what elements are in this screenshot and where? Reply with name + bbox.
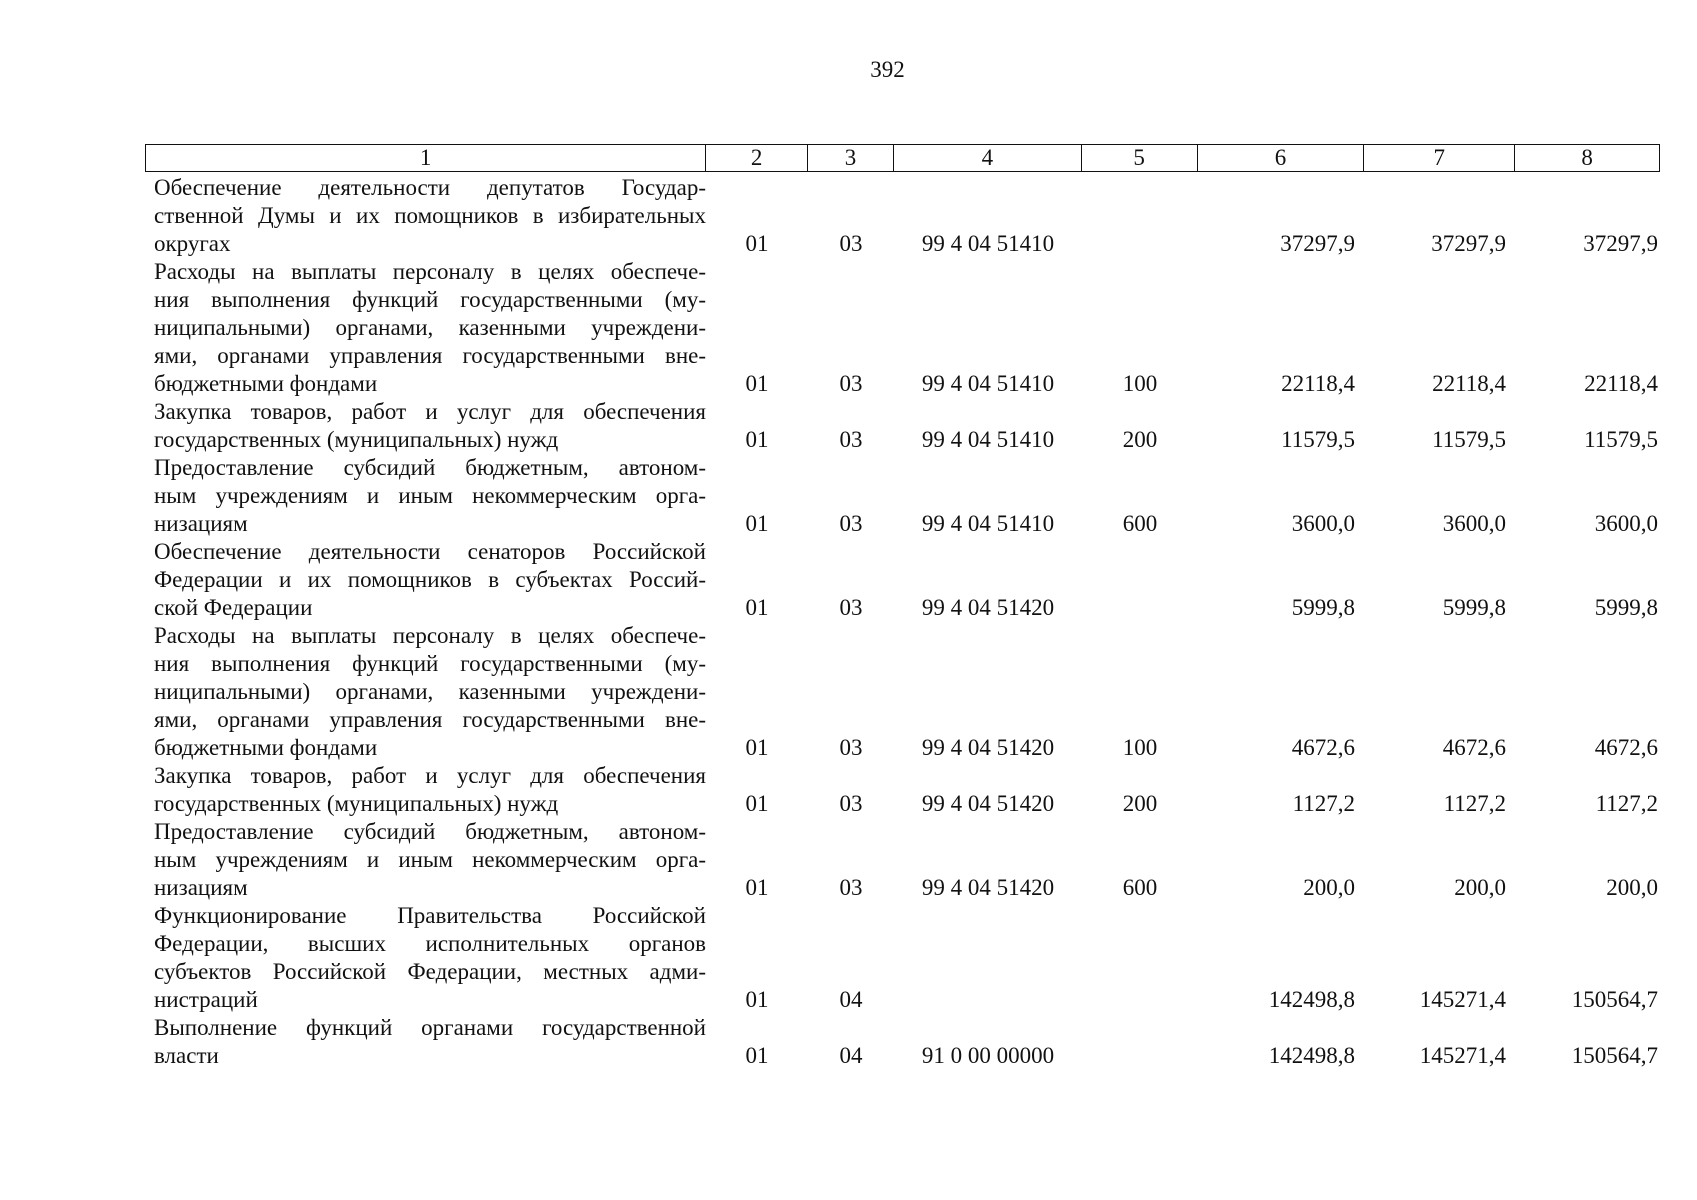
- table-row: [145, 1014, 1660, 1070]
- section-code: 01: [745, 791, 769, 816]
- row-name-line: Закупка товаров, работ и услуг для обеспечения: [154, 399, 706, 424]
- row-name: [145, 454, 706, 538]
- row-name: [145, 538, 706, 622]
- subsection-code: 03: [839, 371, 863, 396]
- expense-type-code: 100: [1122, 371, 1158, 396]
- table-row: [145, 818, 1660, 902]
- amount-year-2: 145271,4: [1419, 1043, 1506, 1068]
- table-row: [145, 174, 1660, 258]
- section-code: 01: [745, 427, 769, 452]
- section-code: 01: [745, 987, 769, 1012]
- subsection-code: 03: [839, 231, 863, 256]
- row-name-line: Обеспечение деятельности депутатов Государ-: [154, 175, 706, 200]
- amount-year-2: 11579,5: [1432, 427, 1506, 452]
- row-name-line: Федерации, высших исполнительных органов: [154, 931, 706, 956]
- amount-year-1: 11579,5: [1281, 427, 1355, 452]
- expense-type-code: 600: [1122, 875, 1158, 900]
- amount-year-3: 150564,7: [1571, 1043, 1658, 1068]
- amount-year-2: 1127,2: [1443, 791, 1506, 816]
- row-name: [145, 398, 706, 454]
- row-name-line: бюджетными фондами: [154, 735, 378, 760]
- amount-year-2: 37297,9: [1431, 231, 1506, 256]
- amount-year-3: 4672,6: [1594, 735, 1658, 760]
- row-name-line: ственной Думы и их помощников в избирательных: [154, 203, 706, 228]
- section-code: 01: [745, 511, 769, 536]
- amount-year-1: 37297,9: [1280, 231, 1355, 256]
- section-code: 01: [745, 875, 769, 900]
- amount-year-1: 5999,8: [1291, 595, 1355, 620]
- row-name: [145, 258, 706, 398]
- target-article-code: 99 4 04 51410: [921, 231, 1055, 256]
- row-name-line: власти: [154, 1043, 219, 1068]
- amount-year-2: 22118,4: [1432, 371, 1506, 396]
- target-article-code: 99 4 04 51420: [921, 595, 1055, 620]
- target-article-code: 91 0 00 00000: [921, 1043, 1055, 1068]
- row-name: [145, 762, 706, 818]
- column-header-3: 3: [808, 145, 894, 171]
- row-name-line: ниципальными) органами, казенными учреждени-: [154, 315, 706, 340]
- page-number: 392: [870, 57, 905, 82]
- amount-year-3: 5999,8: [1594, 595, 1658, 620]
- subsection-code: 03: [839, 735, 863, 760]
- row-name-line: бюджетными фондами: [154, 371, 378, 396]
- table-row: [145, 538, 1660, 622]
- row-name-line: государственных (муниципальных) нужд: [154, 791, 559, 816]
- column-header-2: 2: [706, 145, 808, 171]
- subsection-code: 03: [839, 511, 863, 536]
- amount-year-1: 200,0: [1303, 875, 1355, 900]
- row-name: [145, 1014, 706, 1070]
- row-name-line: низациям: [154, 511, 248, 536]
- row-name-line: субъектов Российской Федерации, местных адми-: [154, 959, 706, 984]
- column-header-8: 8: [1581, 145, 1593, 170]
- amount-year-3: 3600,0: [1594, 511, 1658, 536]
- amount-year-1: 22118,4: [1281, 371, 1355, 396]
- row-name-line: ями, органами управления государственными вне-: [154, 343, 706, 368]
- row-name: [145, 818, 706, 902]
- amount-year-2: 5999,8: [1442, 595, 1506, 620]
- table-row: [145, 398, 1660, 454]
- amount-year-2: 4672,6: [1442, 735, 1506, 760]
- row-name-line: Расходы на выплаты персоналу в целях обеспече-: [154, 259, 706, 284]
- row-name-line: Предоставление субсидий бюджетным, автоном-: [154, 455, 706, 480]
- subsection-code: 03: [839, 595, 863, 620]
- row-name-line: Расходы на выплаты персоналу в целях обеспече-: [154, 623, 706, 648]
- column-header-7: 7: [1364, 145, 1515, 171]
- subsection-code: 03: [839, 875, 863, 900]
- target-article-code: 99 4 04 51410: [921, 371, 1055, 396]
- amount-year-3: 37297,9: [1583, 231, 1658, 256]
- amount-year-1: 4672,6: [1291, 735, 1355, 760]
- row-name-line: низациям: [154, 875, 248, 900]
- amount-year-1: 1127,2: [1292, 791, 1355, 816]
- expense-type-code: 200: [1122, 791, 1158, 816]
- table-row: [145, 622, 1660, 762]
- target-article-code: 99 4 04 51420: [921, 875, 1055, 900]
- amount-year-3: 22118,4: [1584, 371, 1658, 396]
- row-name-line: ния выполнения функций государственными (му-: [154, 651, 706, 676]
- table-row: [145, 762, 1660, 818]
- amount-year-3: 11579,5: [1584, 427, 1658, 452]
- row-name: [145, 622, 706, 762]
- row-name-line: Функционирование Правительства Российской: [154, 903, 706, 928]
- table-row: [145, 258, 1660, 398]
- row-name-line: Предоставление субсидий бюджетным, автоном-: [154, 819, 706, 844]
- target-article-code: 99 4 04 51420: [921, 735, 1055, 760]
- row-name-line: ным учреждениям и иным некоммерческим орга-: [154, 847, 706, 872]
- expense-type-code: 600: [1122, 511, 1158, 536]
- row-name-line: ской Федерации: [154, 595, 313, 620]
- section-code: 01: [745, 595, 769, 620]
- section-code: 01: [745, 735, 769, 760]
- amount-year-1: 3600,0: [1291, 511, 1355, 536]
- row-name-line: нистраций: [154, 987, 258, 1012]
- amount-year-2: 145271,4: [1419, 987, 1506, 1012]
- amount-year-3: 1127,2: [1595, 791, 1658, 816]
- column-header-1: 1: [146, 145, 706, 171]
- row-name-line: ями, органами управления государственными вне-: [154, 707, 706, 732]
- column-header-6: 6: [1198, 145, 1365, 171]
- target-article-code: 99 4 04 51410: [921, 427, 1055, 452]
- row-name-line: ния выполнения функций государственными (му-: [154, 287, 706, 312]
- section-code: 01: [745, 231, 769, 256]
- section-code: 01: [745, 1043, 769, 1068]
- expense-type-code: 200: [1122, 427, 1158, 452]
- expense-type-code: 100: [1122, 735, 1158, 760]
- subsection-code: 03: [839, 427, 863, 452]
- amount-year-3: 150564,7: [1571, 987, 1658, 1012]
- row-name-line: Закупка товаров, работ и услуг для обеспечения: [154, 763, 706, 788]
- amount-year-2: 3600,0: [1442, 511, 1506, 536]
- row-name-line: государственных (муниципальных) нужд: [154, 427, 559, 452]
- table-header: [145, 144, 1660, 172]
- column-header-5: 5: [1082, 145, 1198, 171]
- row-name-line: округах: [154, 231, 231, 256]
- subsection-code: 03: [839, 791, 863, 816]
- target-article-code: 99 4 04 51410: [921, 511, 1055, 536]
- subsection-code: 04: [839, 1043, 863, 1068]
- row-name-line: Федерации и их помощников в субъектах Россий-: [154, 567, 706, 592]
- row-name-line: Выполнение функций органами государственной: [154, 1015, 706, 1040]
- table-row: [145, 902, 1660, 1014]
- table-row: [145, 454, 1660, 538]
- amount-year-1: 142498,8: [1268, 1043, 1355, 1068]
- row-name: [145, 174, 706, 258]
- row-name-line: Обеспечение деятельности сенаторов Российской: [154, 539, 706, 564]
- amount-year-1: 142498,8: [1268, 987, 1355, 1012]
- row-name-line: ным учреждениям и иным некоммерческим орга-: [154, 483, 706, 508]
- subsection-code: 04: [839, 987, 863, 1012]
- target-article-code: 99 4 04 51420: [921, 791, 1055, 816]
- section-code: 01: [745, 371, 769, 396]
- column-header-4: 4: [894, 145, 1082, 171]
- amount-year-3: 200,0: [1606, 875, 1658, 900]
- amount-year-2: 200,0: [1454, 875, 1506, 900]
- table-body: [145, 174, 1660, 1070]
- row-name: [145, 902, 706, 1014]
- row-name-line: ниципальными) органами, казенными учреждени-: [154, 679, 706, 704]
